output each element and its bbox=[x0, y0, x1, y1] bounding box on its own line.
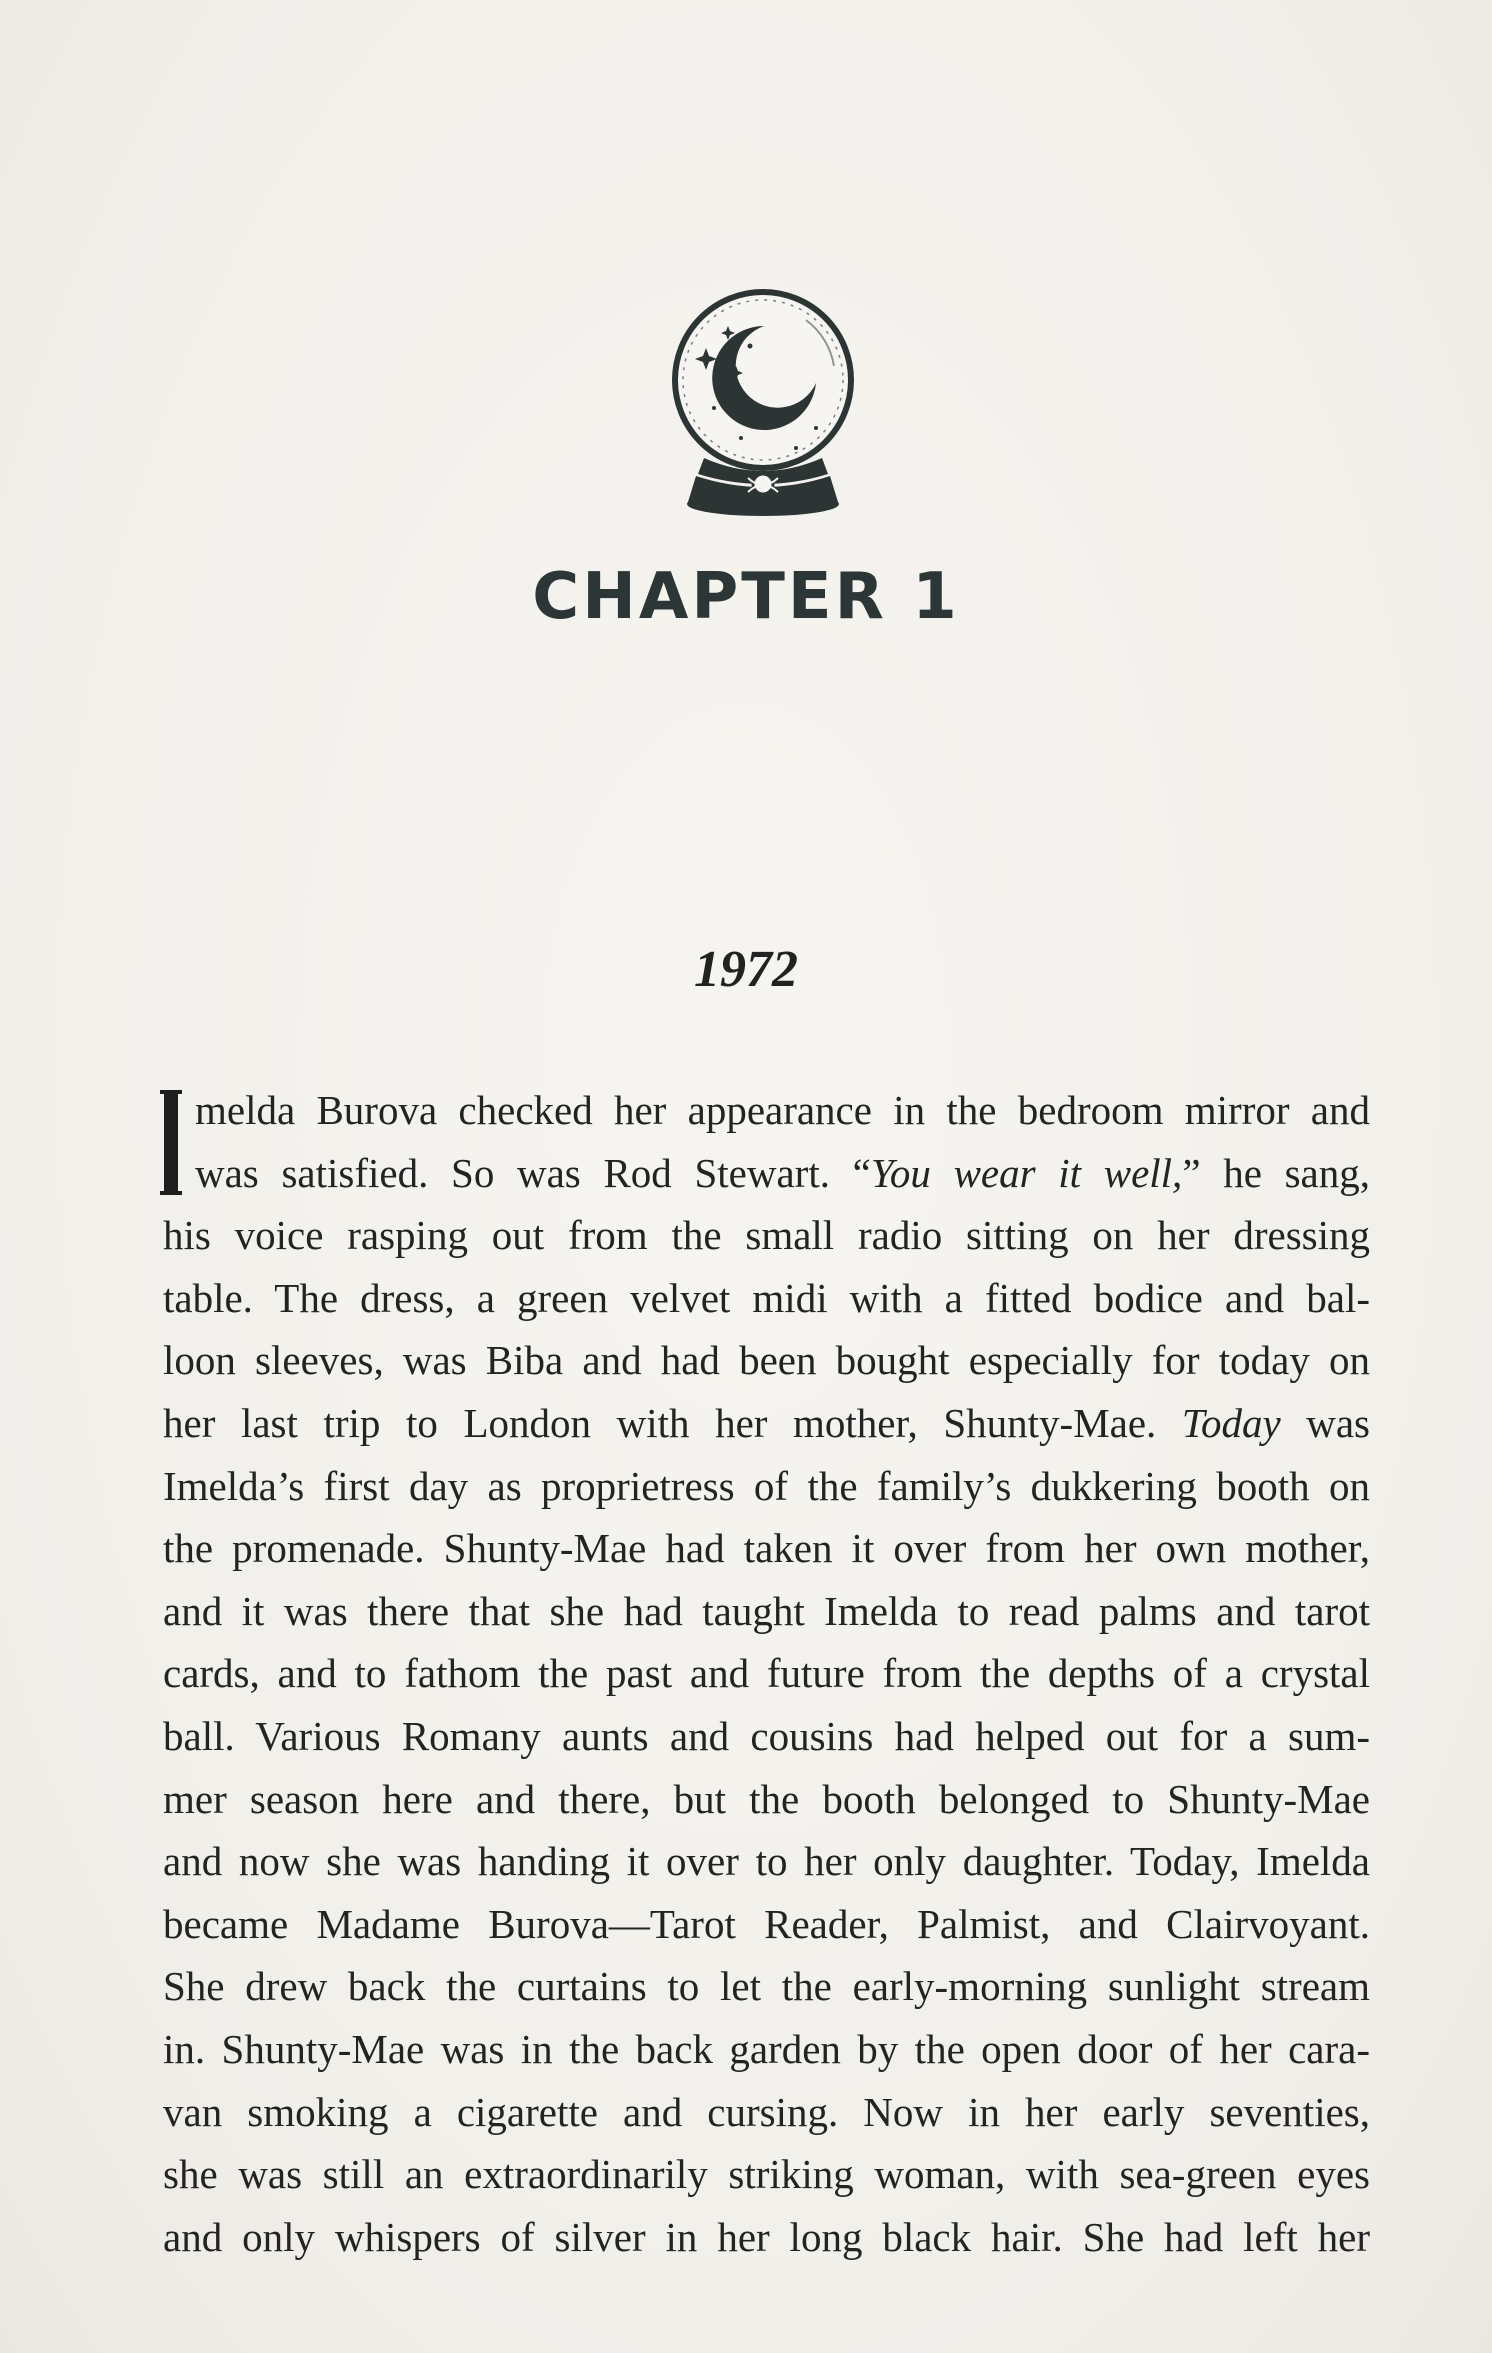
text-line: and now she was handing it over to her only daughter. Today, Imelda bbox=[163, 1838, 1370, 1885]
chapter-title: CHAPTER 1 bbox=[532, 560, 960, 634]
song-lyric: You wear it well, bbox=[870, 1149, 1183, 1196]
text-line-part: ” he sang, bbox=[1182, 1149, 1370, 1196]
text-line: the promenade. Shunty-Mae had taken it over from her own mother, bbox=[163, 1525, 1370, 1572]
text-line: and only whispers of silver in her long black hair. She had left her bbox=[163, 2213, 1370, 2260]
text-line: became Madame Burova—Tarot Reader, Palmist, and Clairvoyant. bbox=[163, 1900, 1370, 1947]
text-line: his voice rasping out from the small radio sitting on her dressing bbox=[163, 1212, 1370, 1259]
text-line: Imelda’s first day as proprietress of the family’s dukkering booth on bbox=[163, 1462, 1370, 1509]
emphasis-word: Today bbox=[1181, 1399, 1281, 1446]
body-paragraph bbox=[163, 1079, 1370, 2268]
text-line: ball. Various Romany aunts and cousins had helped out for a sum- bbox=[163, 1712, 1370, 1759]
text-line: mer season here and there, but the booth belonged to Shunty-Mae bbox=[163, 1775, 1370, 1822]
text-line: she was still an extraordinarily striking woman, with sea-green eyes bbox=[163, 2151, 1370, 2198]
text-line-part: was bbox=[1280, 1399, 1371, 1446]
text-line: cards, and to fathom the past and future from the depths of a crystal bbox=[163, 1650, 1370, 1697]
text-line-italic bbox=[163, 1392, 1370, 1455]
text-line-italic bbox=[163, 1142, 1370, 1205]
text-line: table. The dress, a green velvet midi with a fitted bodice and bal- bbox=[163, 1274, 1370, 1321]
text-line: She drew back the curtains to let the early-morning sunlight stream bbox=[163, 1963, 1370, 2010]
text-line-part: her last trip to London with her mother, Shunty-Mae. bbox=[163, 1399, 1182, 1446]
text-line: in. Shunty-Mae was in the back garden by the open door of her cara- bbox=[163, 2025, 1370, 2072]
text-line: and it was there that she had taught Imelda to read palms and tarot bbox=[163, 1587, 1370, 1634]
text-line: loon sleeves, was Biba and had been bought especially for today on bbox=[163, 1337, 1370, 1384]
chapter-year: 1972 bbox=[694, 941, 798, 998]
crystal-ball-moon-icon bbox=[666, 288, 860, 520]
text-line-part: was satisfied. So was Rod Stewart. “ bbox=[195, 1149, 871, 1196]
text-line: melda Burova checked her appearance in the bedroom mirror and bbox=[195, 1087, 1370, 1133]
text-line: van smoking a cigarette and cursing. Now in her early seventies, bbox=[163, 2088, 1370, 2135]
